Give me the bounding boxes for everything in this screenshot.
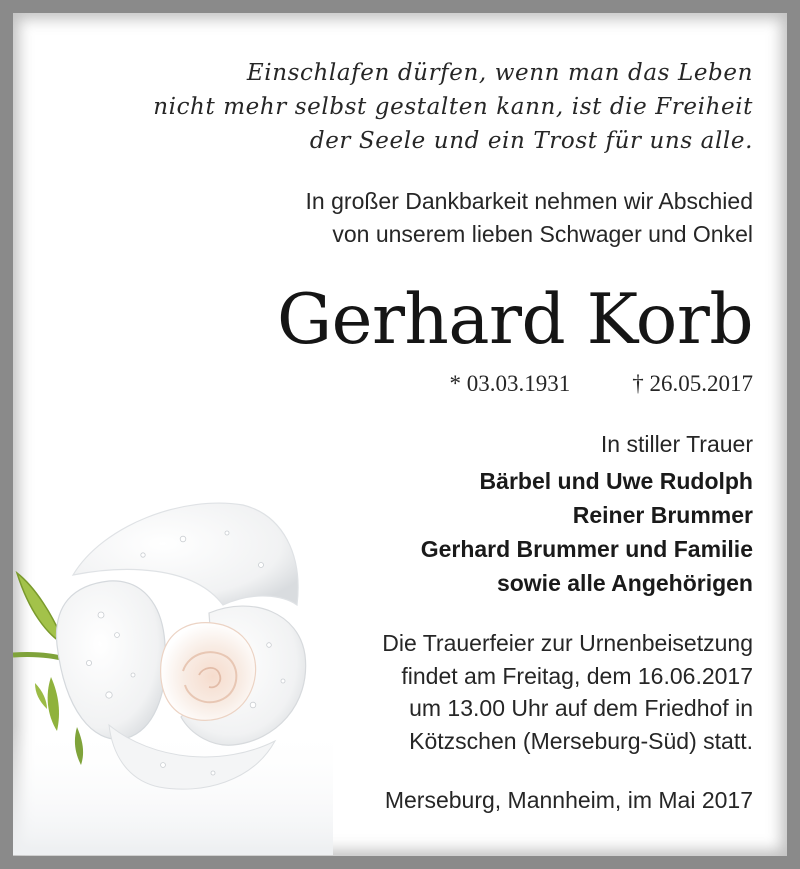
intro-line: von unserem lieben Schwager und Onkel [332,221,753,247]
mourner-name: Bärbel und Uwe Rudolph [479,468,753,494]
ceremony-info [382,627,753,757]
opening-quote [153,56,753,158]
deceased-name: Gerhard Korb [277,280,753,360]
place-and-date: Merseburg, Mannheim, im Mai 2017 [384,787,753,813]
quote-line: Einschlafen dürfen, wenn man das Leben [246,60,753,86]
intro-line: In großer Dankbarkeit nehmen wir Abschied [305,188,753,214]
quote-line: nicht mehr selbst gestalten kann, ist die Freiheit [153,94,753,120]
mourners-list [421,464,753,600]
quote-line: der Seele und ein Trost für uns alle. [309,128,753,154]
birth-date: * 03.03.1931 [449,371,571,396]
ceremony-line: Die Trauerfeier zur Urnenbeisetzung [382,630,753,656]
mourner-name: sowie alle Angehörigen [496,570,753,596]
farewell-intro [306,185,753,251]
mourner-name: Reiner Brummer [572,502,753,528]
ceremony-line: um 13.00 Uhr auf dem Friedhof in [409,695,753,721]
ceremony-line: Kötzschen (Merseburg-Süd) statt. [409,727,753,754]
ceremony-line: findet am Freitag, dem 16.06.2017 [401,662,753,689]
life-dates [450,368,754,400]
mourner-name: Gerhard Brummer und Familie [420,536,753,562]
white-rose-image [13,495,333,855]
death-date: † 26.05.2017 [632,371,753,396]
mourning-label: In stiller Trauer [600,431,753,457]
